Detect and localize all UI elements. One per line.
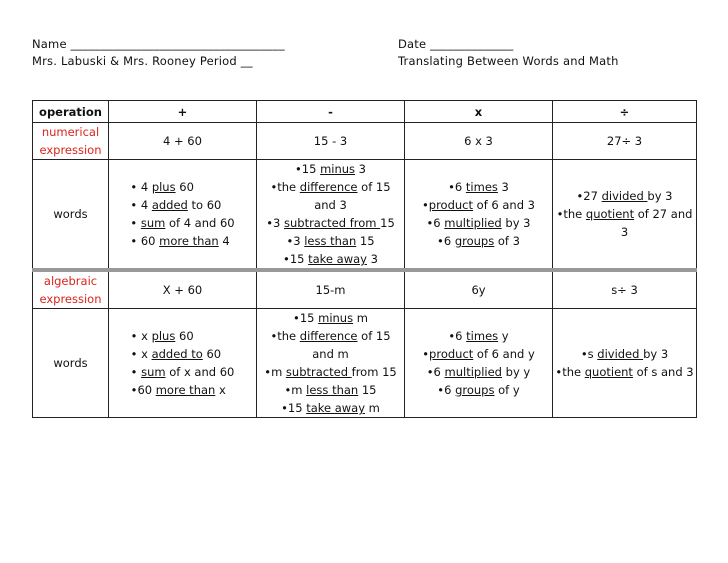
algebraic-expression-cell: s÷ 3: [553, 270, 697, 309]
operation-header-row: [33, 101, 697, 123]
name-line: Name ____________________________________: [32, 37, 285, 51]
numerical-expression-cell: 6 x 3: [405, 123, 553, 160]
word-phrase: • 27 divided by 3: [555, 187, 694, 205]
numerical-words-row: [33, 160, 697, 271]
words-label: words: [33, 160, 109, 271]
times-header: x: [405, 101, 553, 123]
word-phrase: • 3 less than 15: [259, 232, 402, 250]
date-line: Date ______________: [398, 37, 514, 51]
words-cell: [257, 309, 405, 418]
word-phrase: • 6 multiplied by y: [407, 363, 550, 381]
algebraic-expression-cell: X + 60: [109, 270, 257, 309]
algebraic-words-row: [33, 309, 697, 418]
word-phrase: • 15 take away 3: [259, 250, 402, 268]
word-phrase: • the difference of 15 and 3: [259, 178, 402, 214]
algebraic-expression-label: algebraic expression: [33, 270, 109, 309]
word-phrase: • sum of x and 60: [131, 363, 235, 381]
operation-header: operation: [33, 101, 109, 123]
word-phrase: • 6 groups of 3: [407, 232, 550, 250]
divide-header: ÷: [553, 101, 697, 123]
algebraic-expression-row: [33, 270, 697, 309]
word-phrase: • x plus 60: [131, 327, 235, 345]
word-phrase: • 6 times 3: [407, 178, 550, 196]
word-phrase: • 4 added to 60: [130, 196, 234, 214]
teachers-period-line: Mrs. Labuski & Mrs. Rooney Period __: [32, 54, 253, 68]
word-phrase: • 6 multiplied by 3: [407, 214, 550, 232]
worksheet-title: Translating Between Words and Math: [398, 54, 619, 68]
words-cell: [109, 160, 257, 271]
words-cell: [553, 309, 697, 418]
numerical-expression-cell: 4 + 60: [109, 123, 257, 160]
words-cell: [405, 160, 553, 271]
plus-header: +: [109, 101, 257, 123]
word-phrase: • s divided by 3: [555, 345, 694, 363]
words-cell: [109, 309, 257, 418]
numerical-expression-cell: 15 - 3: [257, 123, 405, 160]
words-cell: [257, 160, 405, 271]
word-phrase: • x added to 60: [131, 345, 235, 363]
word-phrase: • 60 more than x: [131, 381, 235, 399]
algebraic-expression-cell: 6y: [405, 270, 553, 309]
word-phrase: • m less than 15: [259, 381, 402, 399]
minus-header: -: [257, 101, 405, 123]
word-phrase: • 6 groups of y: [407, 381, 550, 399]
word-phrase: • m subtracted from 15: [259, 363, 402, 381]
words-cell: [405, 309, 553, 418]
numerical-expression-label: numerical expression: [33, 123, 109, 160]
words-cell: [553, 160, 697, 271]
numerical-expression-cell: 27÷ 3: [553, 123, 697, 160]
word-phrase: • 60 more than 4: [130, 232, 234, 250]
words-label: words: [33, 309, 109, 418]
numerical-expression-row: [33, 123, 697, 160]
word-phrase: • sum of 4 and 60: [130, 214, 234, 232]
word-phrase: • 15 minus 3: [259, 160, 402, 178]
word-phrase: • 3 subtracted from 15: [259, 214, 402, 232]
word-phrase: • the quotient of s and 3: [555, 363, 694, 381]
word-phrase: • product of 6 and 3: [407, 196, 550, 214]
translation-table: [32, 100, 697, 418]
word-phrase: • the difference of 15 and m: [259, 327, 402, 363]
word-phrase: • 15 minus m: [259, 309, 402, 327]
word-phrase: • 6 times y: [407, 327, 550, 345]
word-phrase: • 4 plus 60: [130, 178, 234, 196]
word-phrase: • product of 6 and y: [407, 345, 550, 363]
word-phrase: • the quotient of 27 and 3: [555, 205, 694, 241]
algebraic-expression-cell: 15-m: [257, 270, 405, 309]
word-phrase: • 15 take away m: [259, 399, 402, 417]
